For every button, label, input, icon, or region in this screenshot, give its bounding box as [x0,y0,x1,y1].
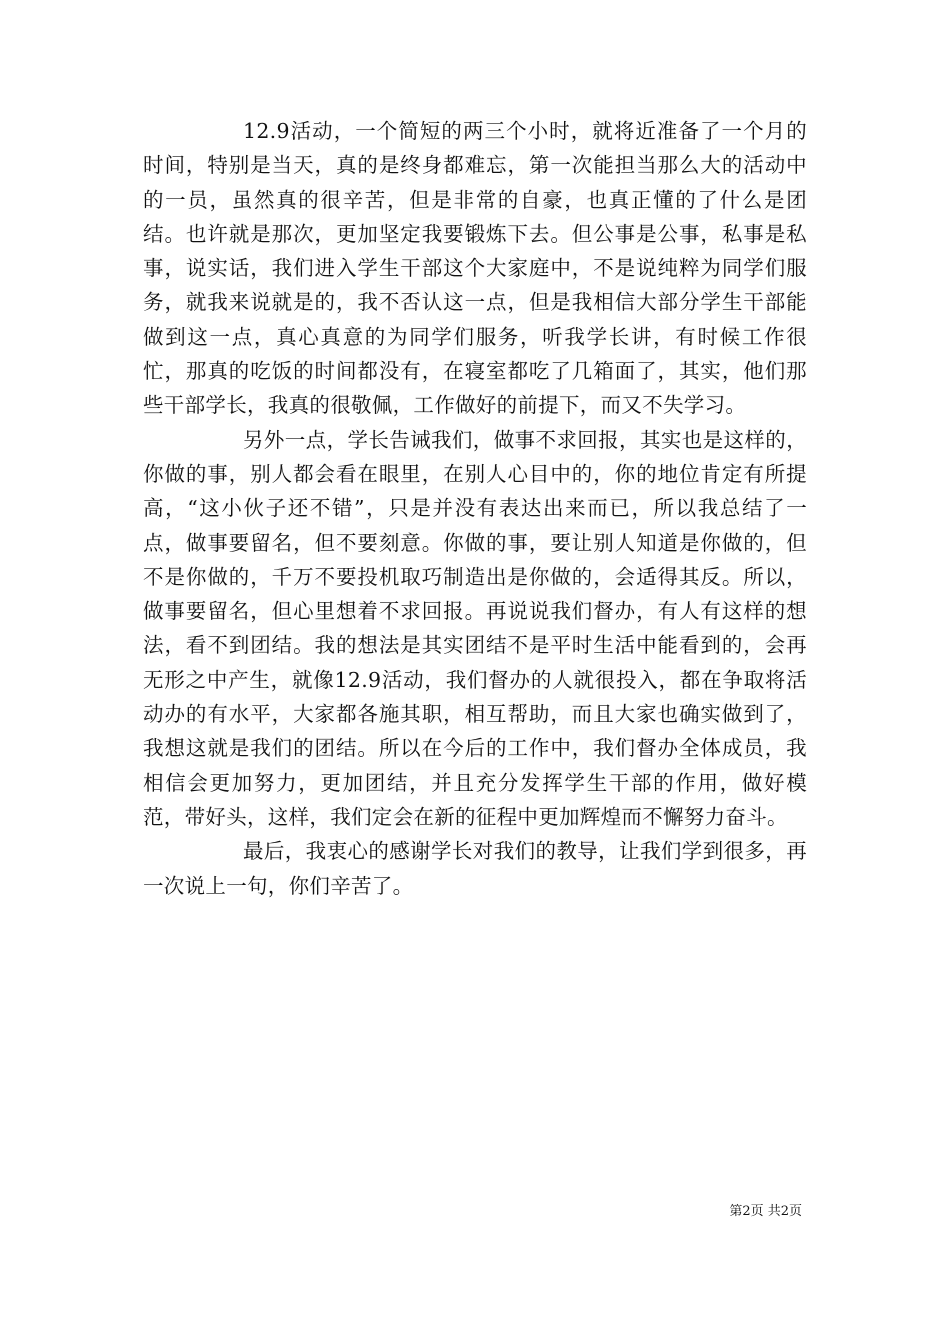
paragraph-3: 最后，我衷心的感谢学长对我们的教导，让我们学到很多，再一次说上一句，你们辛苦了。 [143,839,807,898]
paragraph-1: 12.9活动，一个简短的两三个小时，就将近准备了一个月的时间，特别是当天，真的是终身都难忘，第一次能担当那么大的活动中的一员，虽然真的很辛苦，但是非常的自豪，也真正懂的了什么是团结。也许就是那次，更加坚定我要锻炼下去。但公事是公事，私事是私事，说实话，我们进入学生干部这个大家庭中，不是说纯粹为同学们服务，就我来说就是的，我不否认这一点，但是我相信大部分学生干部能做到这一点，真心真意的为同学们服务，听我学长讲，有时候工作很忙，那真的吃饭的时间都没有，在寝室都吃了几箱面了，其实，他们那些干部学长，我真的很敬佩，工作做好的前提下，而又不失学习。 [143,119,807,418]
paragraph-2: 另外一点，学长告诫我们，做事不求回报，其实也是这样的，你做的事，别人都会看在眼里，在别人心目中的，你的地位肯定有所提高，“这小伙子还不错”，只是并没有表达出来而已，所以我总结了一点，做事要留名，但不要刻意。你做的事，要让别人知道是你做的，但不是你做的，千万不要投机取巧制造出是你做的，会适得其反。所以，做事要留名，但心里想着不求回报。再说说我们督办，有人有这样的想法，看不到团结。我的想法是其实团结不是平时生活中能看到的，会再无形之中产生，就像12.9活动，我们督办的人就很投入，都在争取将活动办的有水平，大家都各施其职，相互帮助，而且大家也确实做到了，我想这就是我们的团结。所以在今后的工作中，我们督办全体成员，我相信会更加努力，更加团结，并且充分发挥学生干部的作用，做好模范，带好头，这样，我们定会在新的征程中更加辉煌而不懈努力奋斗。 [143,427,807,829]
document-body [143,114,807,903]
page-number-footer: 第2页 共2页 [729,1204,802,1219]
